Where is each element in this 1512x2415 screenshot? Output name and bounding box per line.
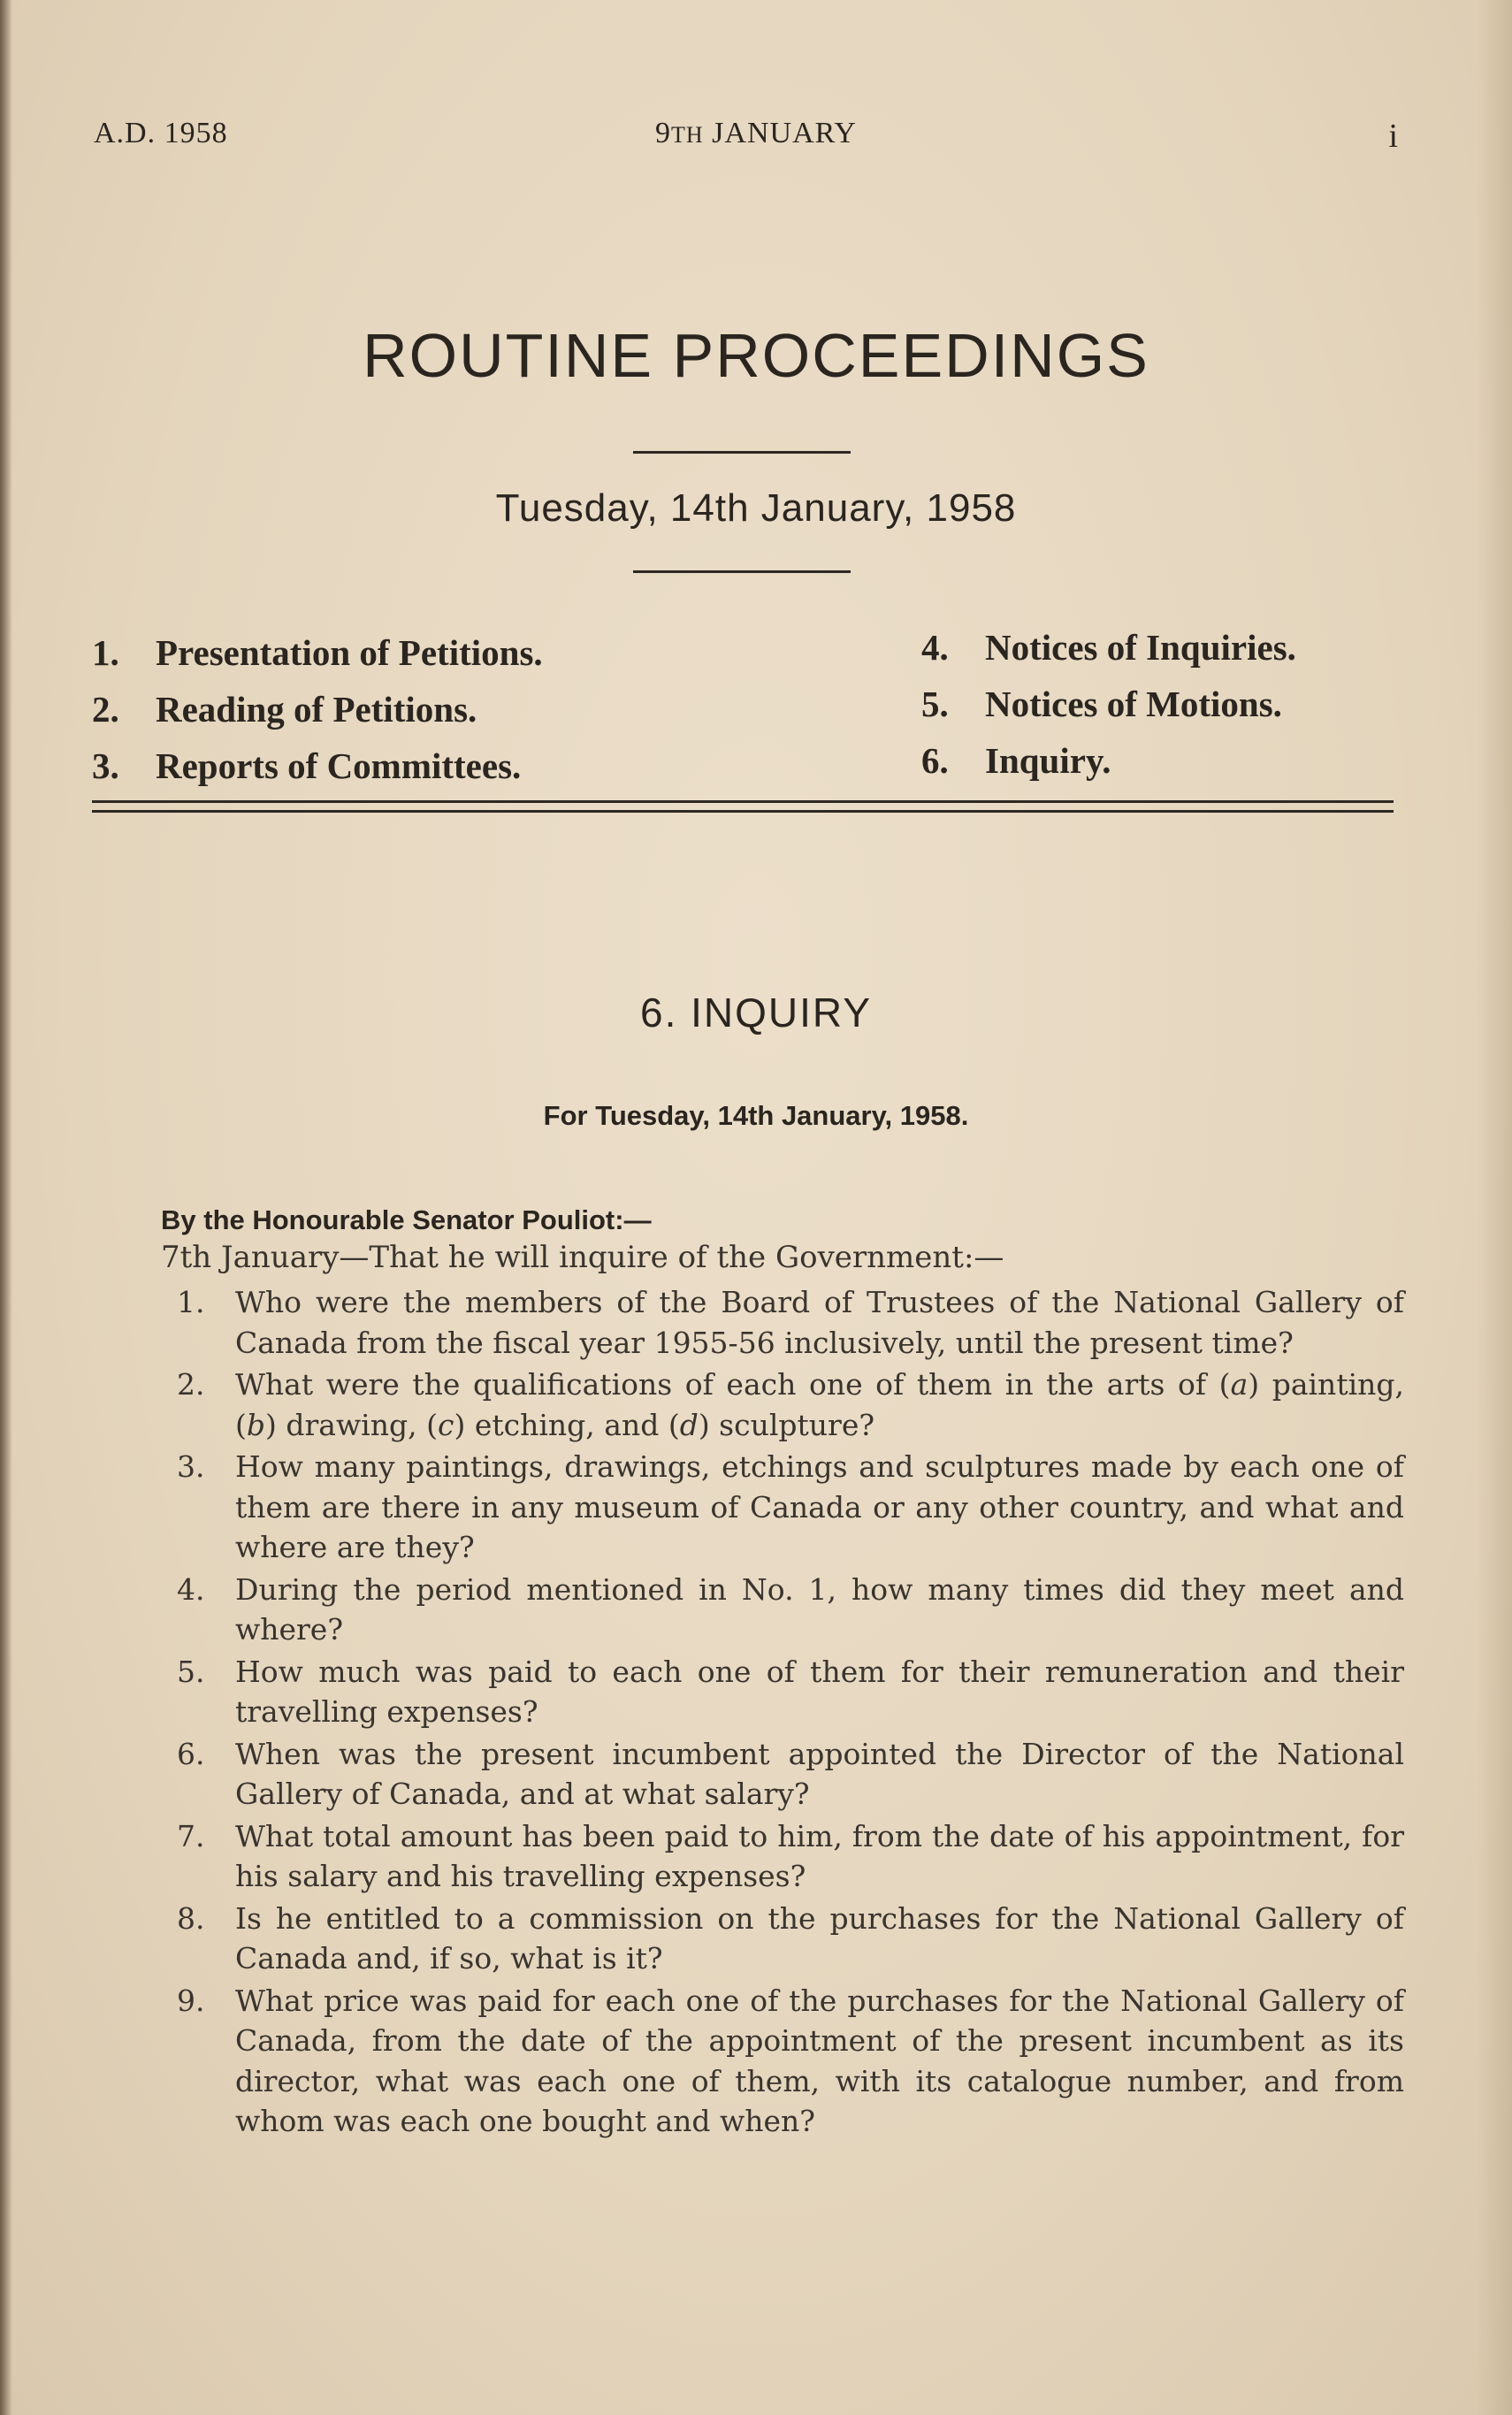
header-month: JANUARY [712,117,857,149]
question-text-part: What were the qualifications of each one of them in the arts of ( [235,1367,1231,1402]
business-item-number: 1. [92,632,119,673]
business-item-number: 5. [921,684,949,724]
question-text: When was the present incumbent appointed the Director of the National Gallery of Canada, and at what salary? [235,1736,1404,1811]
question-item [177,1816,1404,1897]
question-text: Who were the members of the Board of Trustees of the National Gallery of Canada from the fiscal year 1955-56 inclusively, until the present time? [235,1285,1404,1360]
question-number: 6. [177,1736,205,1771]
inquiry-sponsor: By the Honourable Senator Pouliot:— [161,1204,652,1235]
question-number: 1. [177,1285,205,1319]
question-text-part: ) sculpture? [698,1407,875,1442]
title-rule-top [633,451,851,454]
question-item [177,1364,1404,1445]
inquiry-heading: 6. INQUIRY [640,990,872,1036]
business-item [92,681,543,737]
business-item-number: 3. [92,745,119,786]
inquiry-intro: 7th January—That he will inquire of the Government:— [161,1240,1004,1275]
question-letter: a [1230,1367,1249,1402]
question-text-part: ) drawing, ( [265,1407,438,1442]
order-of-business-right [921,619,1296,789]
header-day: 9 [655,117,671,149]
question-text-part: ) painting, ( [235,1367,1404,1442]
business-item-number: 6. [921,740,949,781]
question-item [177,1282,1404,1363]
business-item-label: Inquiry. [985,740,1111,781]
business-item-label: Notices of Motions. [985,684,1282,724]
question-item [177,1734,1404,1815]
header-day-suffix: TH [671,122,704,148]
question-text: Is he entitled to a commission on the purchases for the National Gallery of Canada and, if so, what is it? [235,1900,1404,1976]
inquiry-questions [177,1282,1404,2144]
question-item [177,1652,1404,1732]
business-item [921,619,1296,676]
business-item [921,732,1296,789]
title-rule-bottom [633,570,851,573]
business-item [92,737,543,794]
question-text: What total amount has been paid to him, from the date of his appointment, for his salary and his travelling expenses? [235,1818,1404,1893]
sitting-date: Tuesday, 14th January, 1958 [495,486,1017,530]
question-item [177,1447,1404,1568]
question-item [177,1570,1404,1650]
header-year: A.D. 1958 [94,117,228,149]
question-item [177,1981,1404,2142]
business-item-label: Reports of Committees. [156,745,522,786]
question-number: 5. [177,1654,205,1689]
question-item [177,1899,1404,1979]
question-text: What price was paid for each one of the purchases for the National Gallery of Canada, from the date of the appointment of the present incumbent as its director, what was each one of them, with its catalogue number, and from whom was each one bought and when? [235,1983,1404,2138]
question-number: 7. [177,1818,205,1853]
business-item-number: 2. [92,689,119,730]
question-number: 2. [177,1367,205,1402]
business-item [921,676,1296,732]
business-item-label: Notices of Inquiries. [985,627,1296,668]
page-number: i [1388,118,1399,155]
question-letter: b [246,1407,265,1442]
inquiry-date: For Tuesday, 14th January, 1958. [543,1100,969,1131]
business-item-number: 4. [921,627,949,668]
question-number: 8. [177,1900,205,1936]
question-text: How many paintings, drawings, etchings and sculptures made by each one of them are there in any museum of Canada or any other country, and what and where are they? [235,1449,1404,1564]
question-text: How much was paid to each one of them for their remuneration and their travelling expenses? [235,1654,1404,1729]
question-number: 4. [177,1571,205,1607]
question-text [235,1367,1404,1442]
section-divider [92,800,1394,813]
question-number: 9. [177,1983,205,2018]
page-title: ROUTINE PROCEEDINGS [363,321,1149,390]
business-item-label: Reading of Petitions. [156,689,477,730]
question-letter: c [437,1407,454,1442]
question-text: During the period mentioned in No. 1, how many times did they meet and where? [235,1571,1404,1647]
question-text-part: ) etching, and ( [454,1407,680,1442]
header-date [0,117,1512,150]
business-item [92,624,543,681]
question-number: 3. [177,1449,205,1484]
question-letter: d [679,1407,699,1442]
order-of-business-left [92,624,543,794]
business-item-label: Presentation of Petitions. [156,632,543,673]
